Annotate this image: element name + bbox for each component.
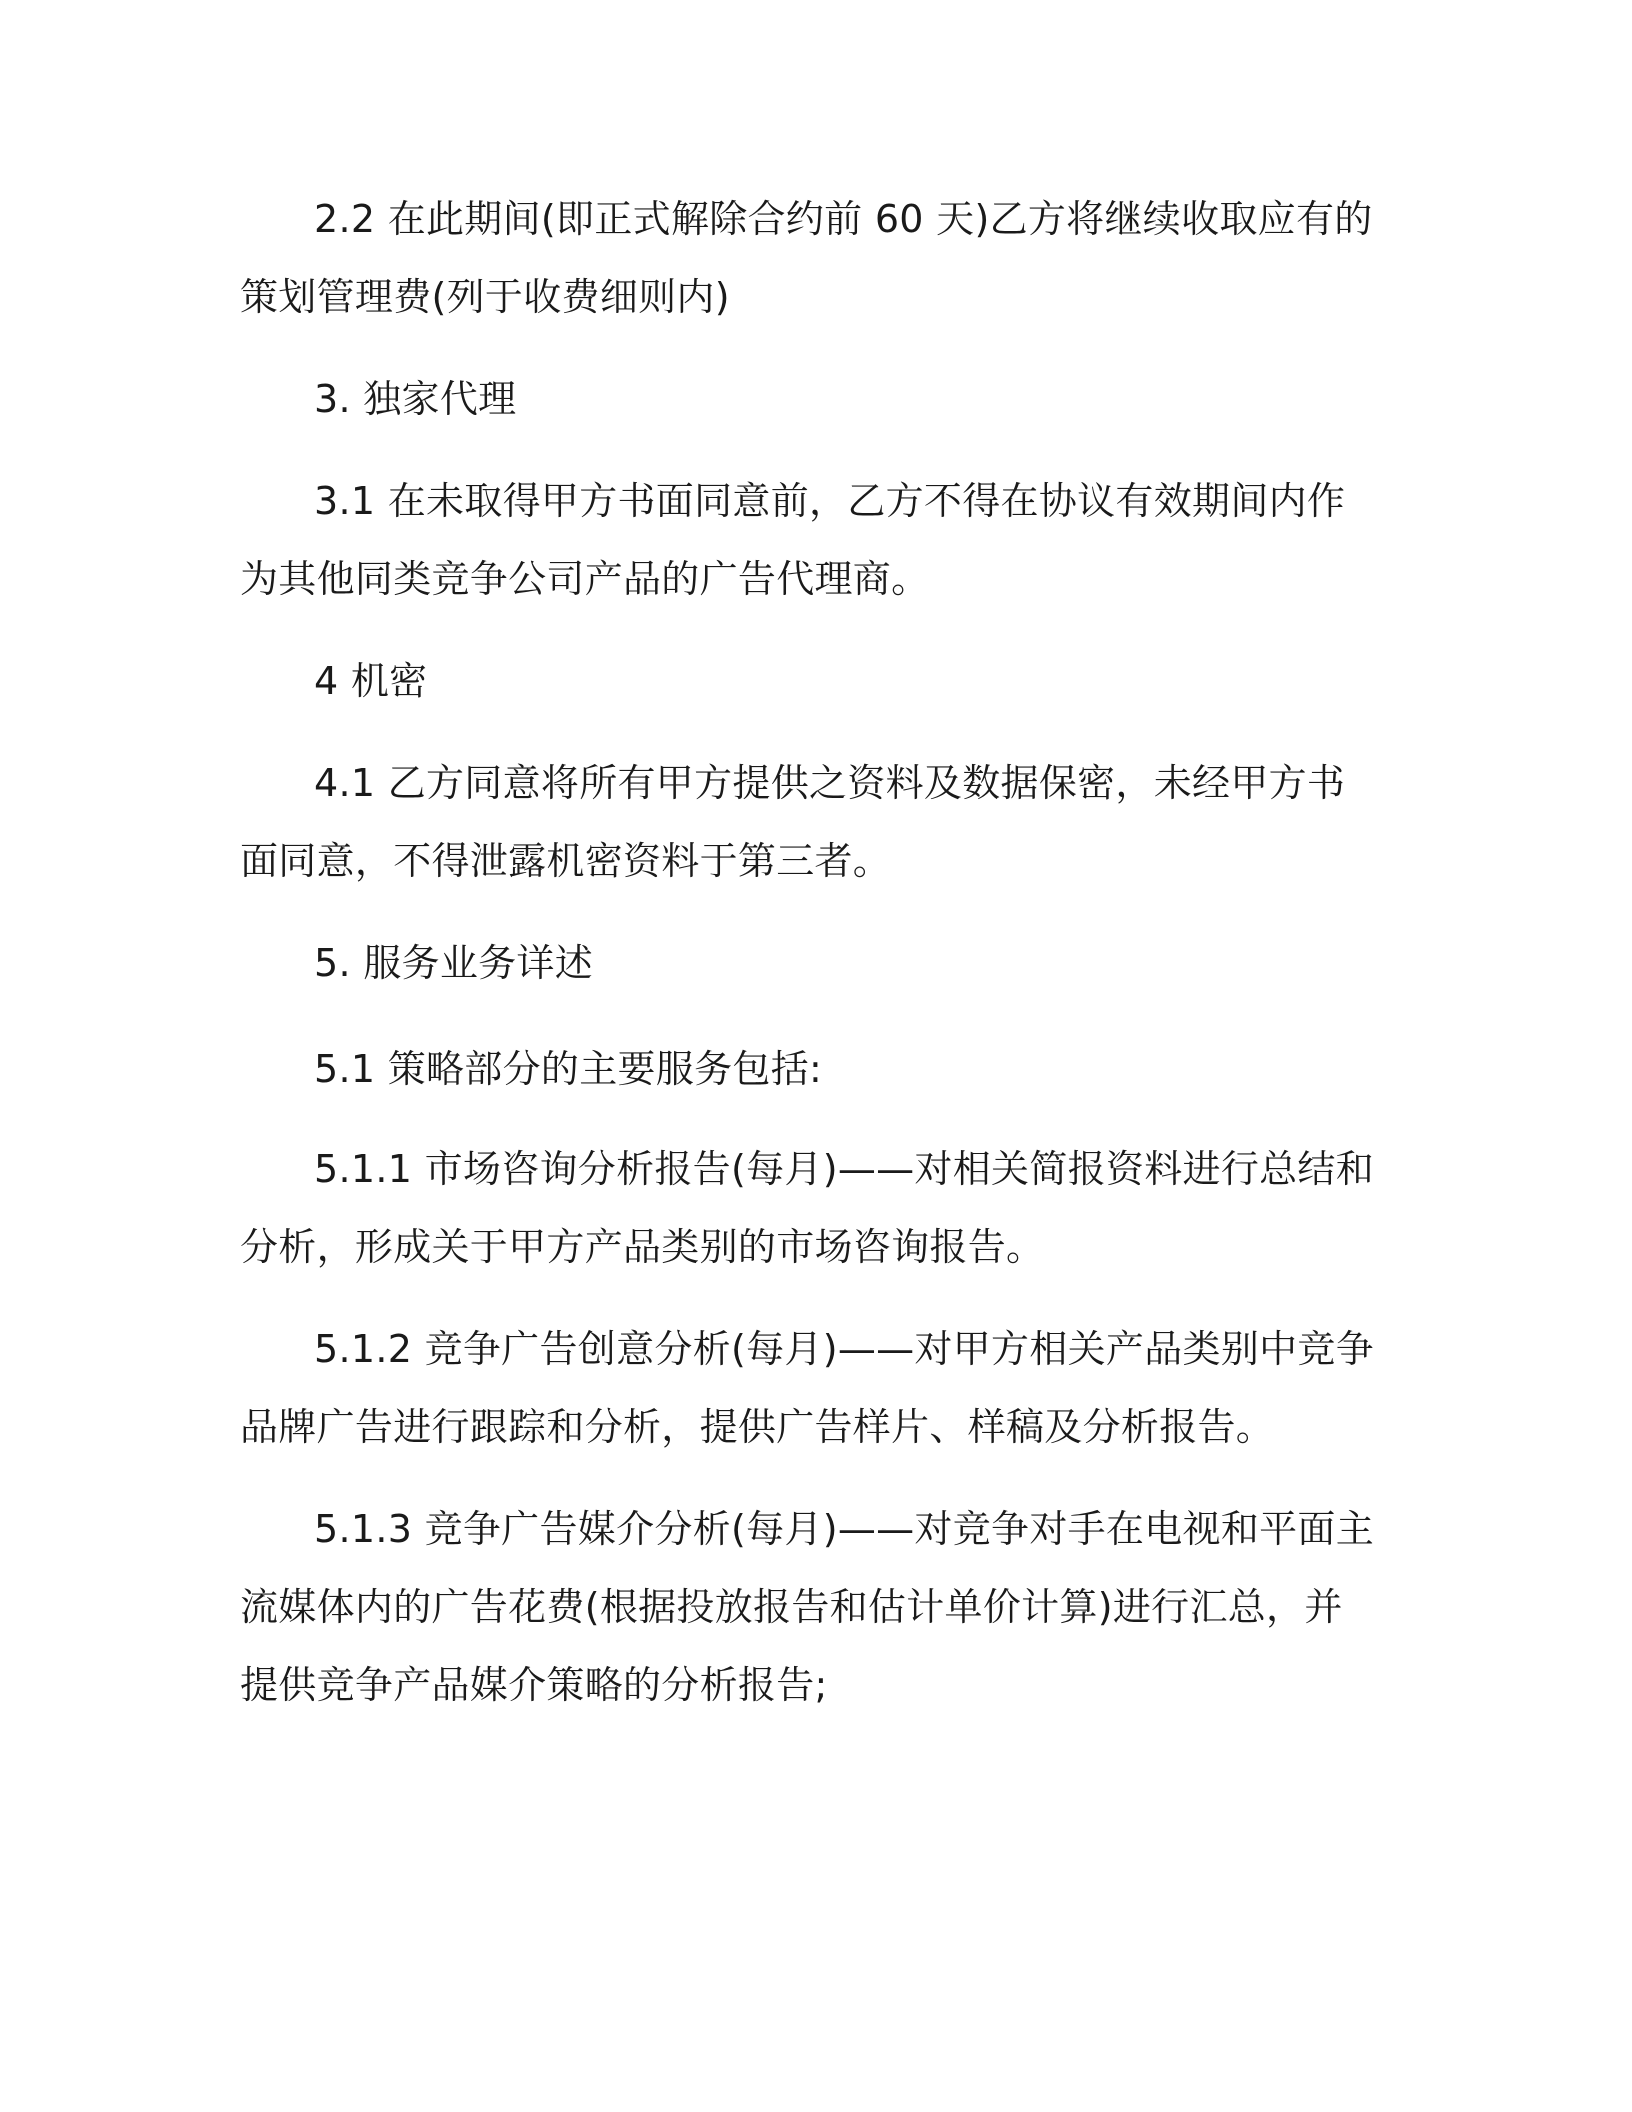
paragraph-5-1-1: 5.1.1 市场咨询分析报告(每月)——对相关简报资料进行总结和分析，形成关于甲方产品类别的市场咨询报告。 <box>240 1147 1375 1269</box>
paragraph-2-2: 2.2 在此期间(即正式解除合约前 60 天)乙方将继续收取应有的策划管理费(列于收费细则内) <box>240 197 1373 319</box>
paragraph-3-1: 3.1 在未取得甲方书面同意前，乙方不得在协议有效期间内作为其他同类竞争公司产品的广告代理商。 <box>240 479 1346 601</box>
heading-5-service-details: 5. 服务业务详述 <box>314 941 594 985</box>
heading-3-exclusive-agency: 3. 独家代理 <box>314 377 517 421</box>
paragraph-5-1: 5.1 策略部分的主要服务包括: <box>314 1047 823 1091</box>
paragraph-4-1: 4.1 乙方同意将所有甲方提供之资料及数据保密，未经甲方书面同意，不得泄露机密资料于第三者。 <box>240 761 1346 883</box>
heading-4-confidentiality: 4 机密 <box>314 659 428 703</box>
paragraph-5-1-2: 5.1.2 竞争广告创意分析(每月)——对甲方相关产品类别中竞争品牌广告进行跟踪和分析，提供广告样片、样稿及分析报告。 <box>240 1327 1375 1449</box>
paragraph-5-1-3: 5.1.3 竞争广告媒介分析(每月)——对竞争对手在电视和平面主流媒体内的广告花费(根据投放报告和估计单价计算)进行汇总，并提供竞争产品媒介策略的分析报告; <box>240 1507 1375 1707</box>
